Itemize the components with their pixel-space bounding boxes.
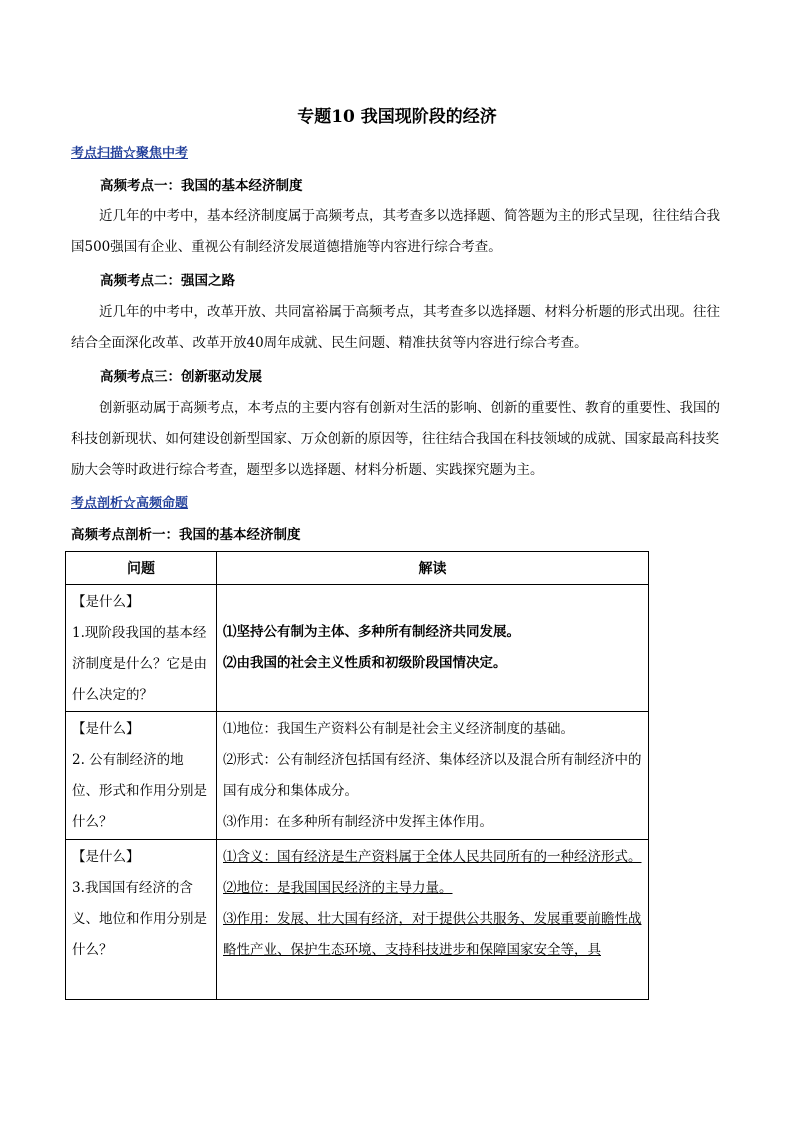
question-tag: 【是什么】 bbox=[72, 721, 140, 737]
key-point-2-heading: 高频考点二：强国之路 bbox=[100, 273, 235, 289]
question-cell bbox=[66, 585, 217, 712]
table-header-row bbox=[66, 552, 649, 585]
key-point-3-text: 创新驱动属于高频考点，本考点的主要内容有创新对生活的影响、创新的重要性、教育的重要性、我国的科技创新现状、如何建设创新型国家、万众创新的原因等，往往结合我国在科技领域的成就、国家最高科技奖励大会等时政进行综合考查，题型多以选择题、材料分析题、实践探究题为主。 bbox=[71, 400, 720, 478]
question-tag: 【是什么】 bbox=[72, 849, 140, 865]
key-point-3-heading: 高频考点三：创新驱动发展 bbox=[100, 369, 262, 385]
answer-line: ⑵地位：是我国国民经济的主导力量。 bbox=[223, 880, 453, 896]
table-row bbox=[66, 840, 649, 1000]
analysis-heading: 高频考点剖析一：我国的基本经济制度 bbox=[71, 527, 301, 543]
answer-line: ⑵形式：公有制经济包括国有经济、集体经济以及混合所有制经济中的国有成分和集体成分。 bbox=[223, 752, 642, 799]
question-text: 1.现阶段我国的基本经济制度是什么？它是由什么决定的？ bbox=[72, 625, 207, 703]
key-point-2-text: 近几年的中考中，改革开放、共同富裕属于高频考点，其考查多以选择题、材料分析题的形式出现。往往结合全面深化改革、改革开放40周年成就、民生问题、精准扶贫等内容进行综合考查。 bbox=[71, 304, 720, 351]
answer-line: ⑴坚持公有制为主体、多种所有制经济共同发展。 bbox=[223, 624, 520, 640]
answer-cell bbox=[217, 585, 649, 712]
page-title: 专题10 我国现阶段的经济 bbox=[297, 107, 497, 127]
answer-cell bbox=[217, 712, 649, 840]
table-row bbox=[66, 712, 649, 840]
answer-line: ⑴含义：国有经济是生产资料属于全体人民共同所有的一种经济形式。 bbox=[223, 849, 642, 865]
answer-line: ⑶作用：发展、壮大国有经济，对于提供公共服务、发展重要前瞻性战略性产业、保护生态环境、支持科技进步和保障国家安全等，具 bbox=[223, 911, 642, 958]
analysis-table bbox=[65, 551, 649, 1000]
section-heading-analysis: 考点剖析☆高频命题 bbox=[71, 496, 189, 511]
answer-cell bbox=[217, 840, 649, 1000]
question-text: 2. 公有制经济的地位、形式和作用分别是什么？ bbox=[72, 752, 207, 830]
answer-line: ⑴地位：我国生产资料公有制是社会主义经济制度的基础。 bbox=[223, 721, 574, 737]
key-point-1-text: 近几年的中考中，基本经济制度属于高频考点，其考查多以选择题、简答题为主的形式呈现，往往结合我国500强国有企业、重视公有制经济发展道德措施等内容进行综合考查。 bbox=[71, 208, 720, 255]
question-cell bbox=[66, 712, 217, 840]
question-text: 3.我国国有经济的含义、地位和作用分别是什么？ bbox=[72, 880, 207, 958]
section-heading-scan: 考点扫描☆聚焦中考 bbox=[71, 146, 189, 161]
header-question: 问题 bbox=[66, 552, 217, 585]
answer-line: ⑵由我国的社会主义性质和初级阶段国情决定。 bbox=[223, 655, 507, 671]
answer-line: ⑶作用：在多种所有制经济中发挥主体作用。 bbox=[223, 814, 493, 830]
question-tag: 【是什么】 bbox=[72, 594, 140, 610]
question-cell bbox=[66, 840, 217, 1000]
header-interpretation: 解读 bbox=[217, 552, 649, 585]
table-row bbox=[66, 585, 649, 712]
key-point-1-heading: 高频考点一：我国的基本经济制度 bbox=[100, 178, 303, 194]
